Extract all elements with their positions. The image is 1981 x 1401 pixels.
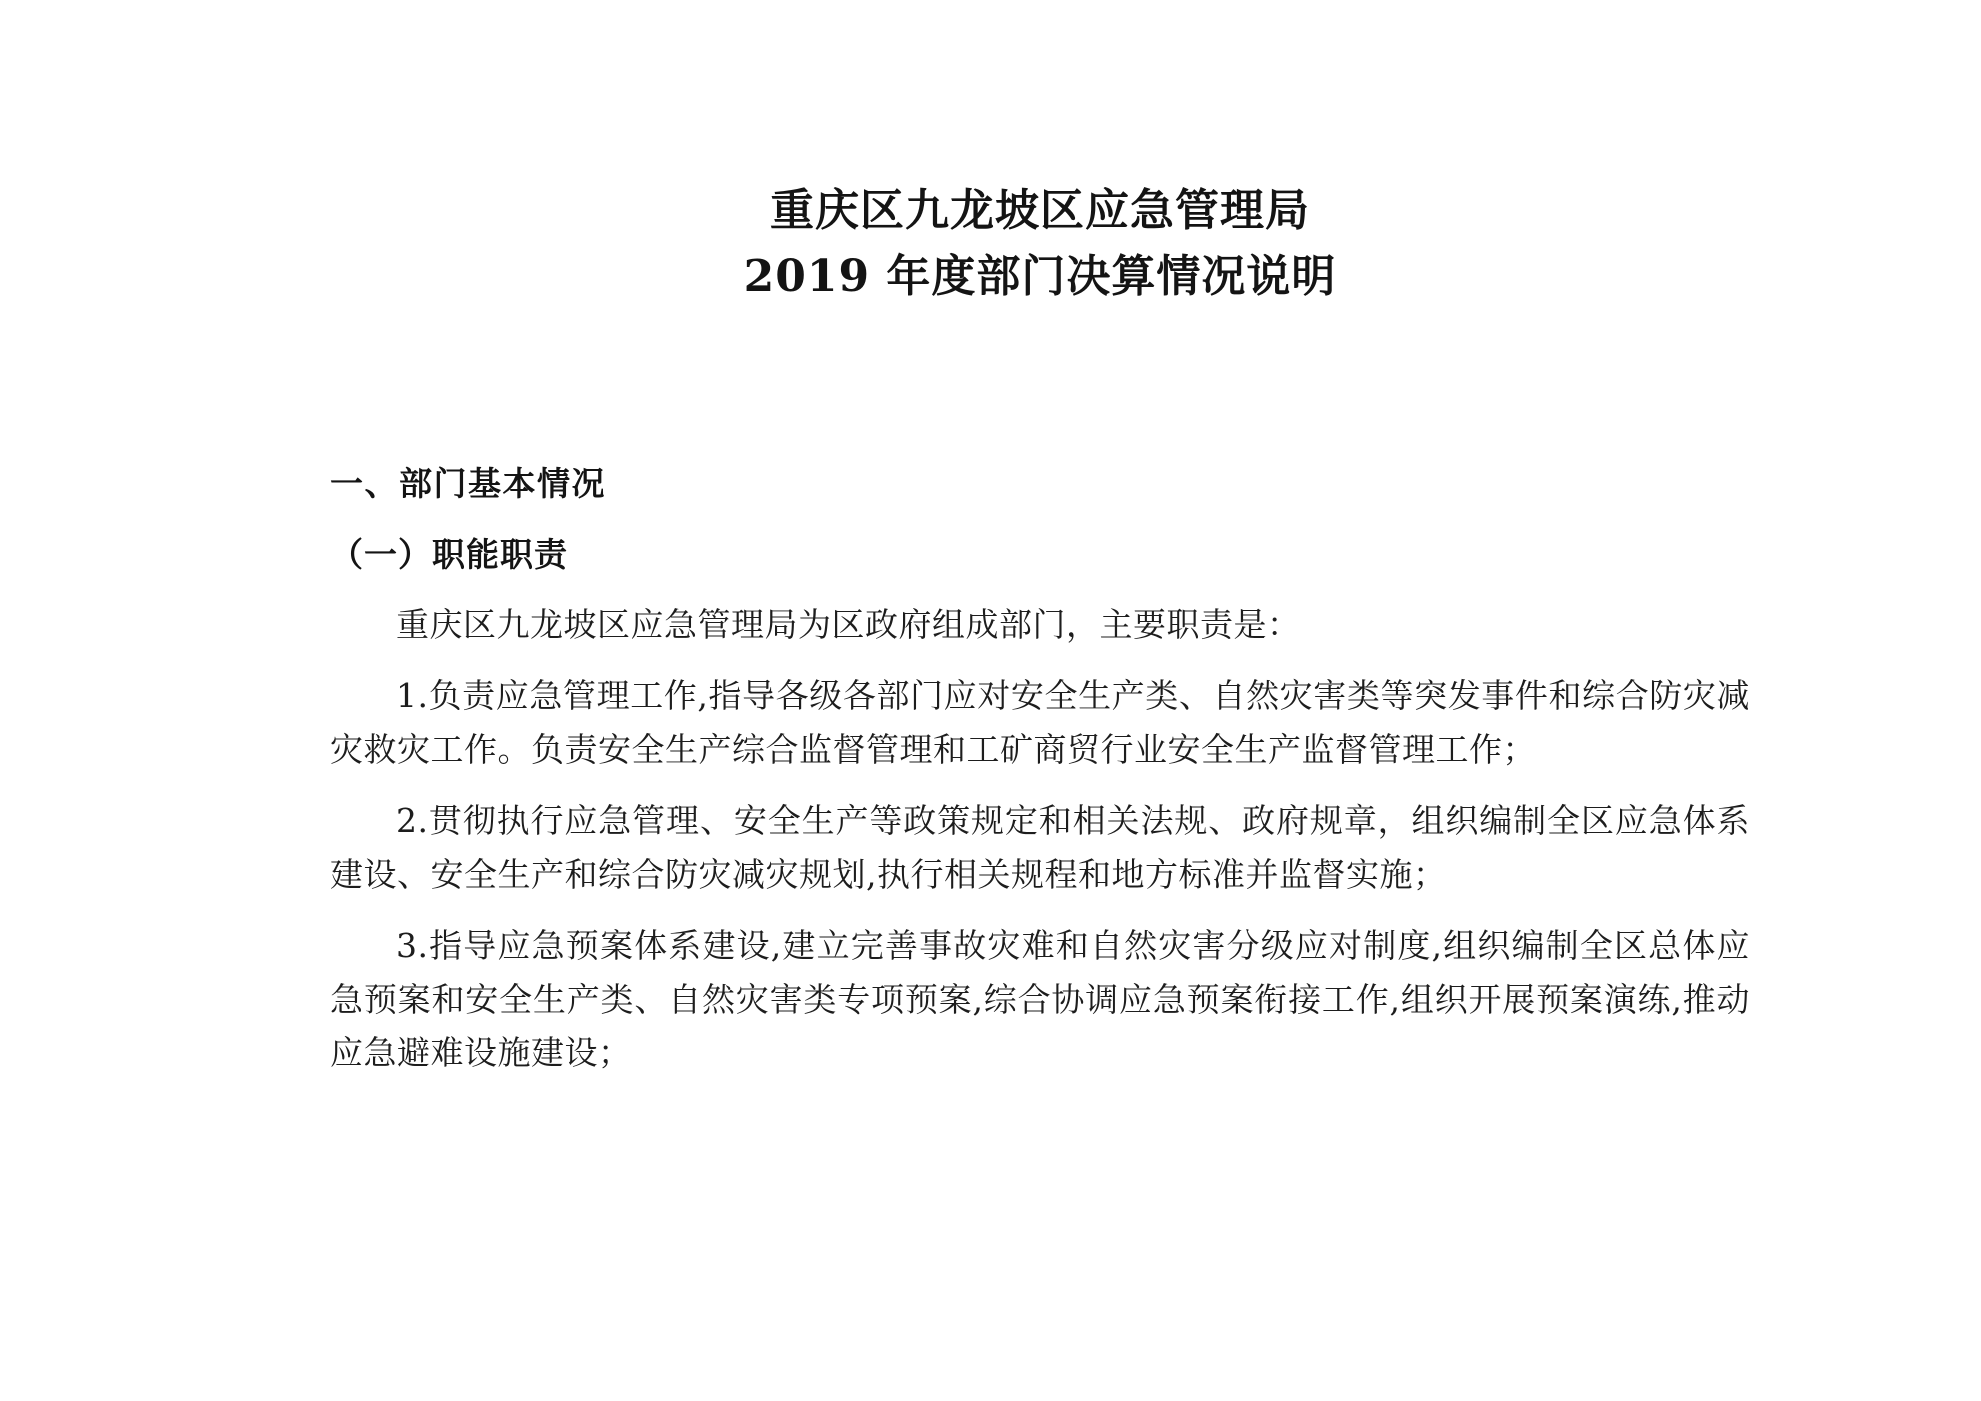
paragraph-duty-1: 1.负责应急管理工作,指导各级各部门应对安全生产类、自然灾害类等突发事件和综合防灾减灾救灾工作。负责安全生产综合监督管理和工矿商贸行业安全生产监督管理工作； <box>330 676 1750 769</box>
document-title-line-2: 2019 年度部门决算情况说明 <box>743 251 1337 303</box>
paragraph-duty-3: 3.指导应急预案体系建设,建立完善事故灾难和自然灾害分级应对制度,组织编制全区总体应急预案和安全生产类、自然灾害类专项预案,综合协调应急预案衔接工作,组织开展预案演练,推动应急避难设施建设； <box>330 926 1750 1073</box>
section-heading-basic-info: 一、部门基本情况 <box>330 463 606 503</box>
document-body <box>330 0 1750 1080</box>
paragraph-intro: 重庆区九龙坡区应急管理局为区政府组成部门，主要职责是： <box>396 604 1301 644</box>
sub-heading-duties: （一）职能职责 <box>330 535 568 575</box>
paragraph-duty-2: 2.贯彻执行应急管理、安全生产等政策规定和相关法规、政府规章，组织编制全区应急体系建设、安全生产和综合防灾减灾规划,执行相关规程和地方标准并监督实施； <box>330 801 1750 894</box>
document-title-line-1: 重庆区九龙坡区应急管理局 <box>770 185 1310 236</box>
